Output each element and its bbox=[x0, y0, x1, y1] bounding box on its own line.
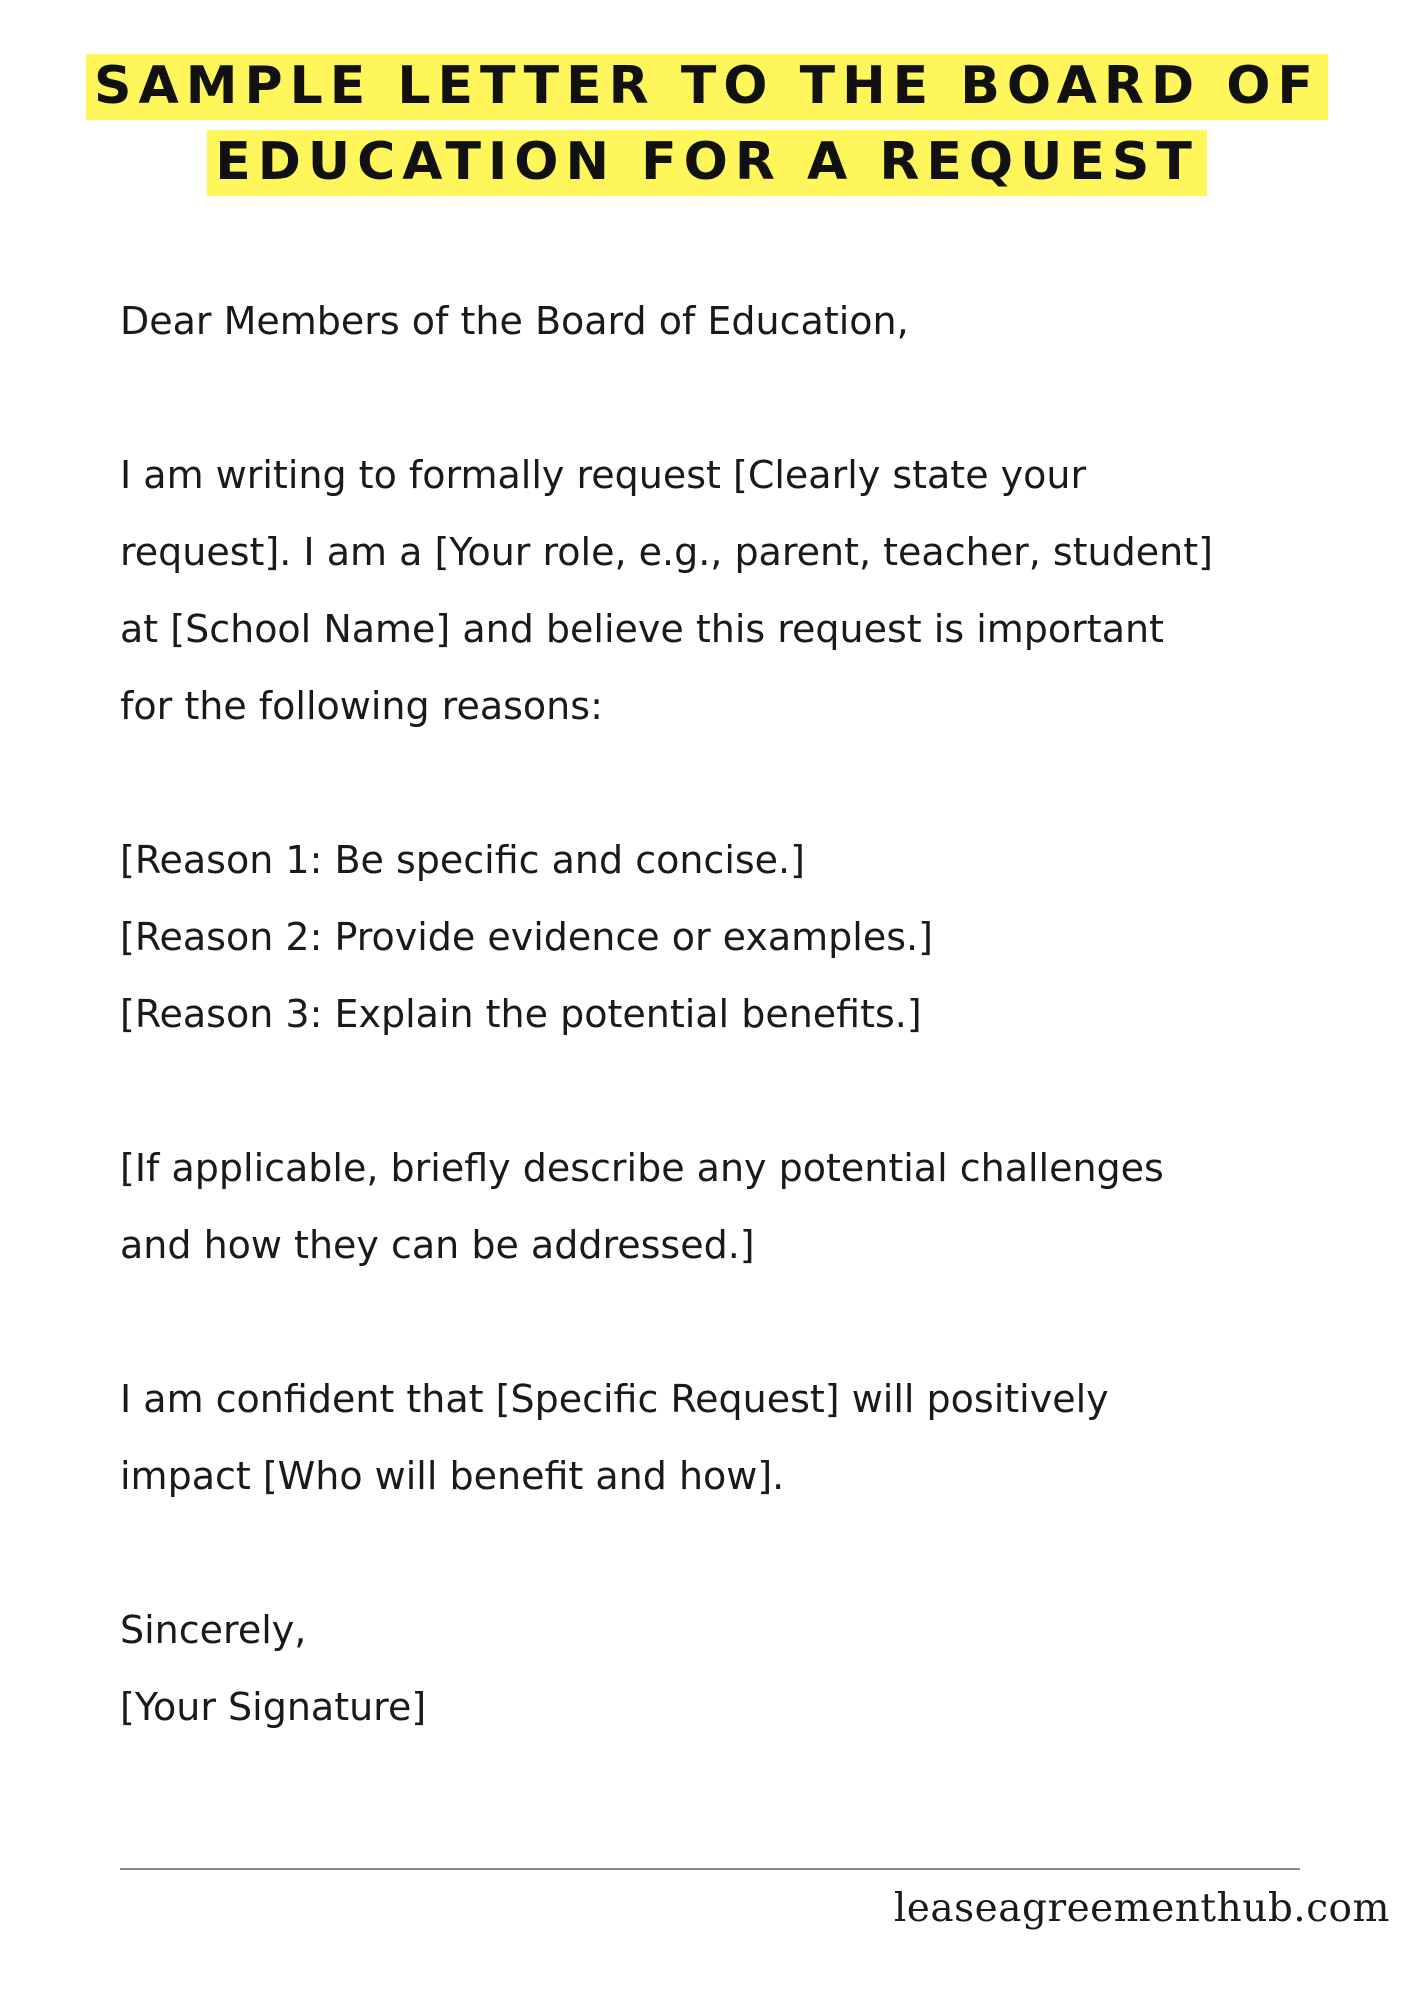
intro-line: request]. I am a [Your role, e.g., parent, teacher, student] bbox=[120, 530, 1213, 574]
intro-line: for the following reasons: bbox=[120, 684, 603, 728]
letter-body bbox=[120, 283, 1360, 1746]
title-line-2: EDUCATION FOR A REQUEST bbox=[207, 130, 1207, 196]
challenges-line: and how they can be addressed.] bbox=[120, 1223, 755, 1267]
reason-item: [Reason 3: Explain the potential benefits.] bbox=[120, 992, 922, 1036]
intro-line: at [School Name] and believe this request is important bbox=[120, 607, 1164, 651]
confidence-line: impact [Who will benefit and how]. bbox=[120, 1454, 785, 1498]
reason-item: [Reason 2: Provide evidence or examples.] bbox=[120, 915, 933, 959]
footer-divider bbox=[120, 1868, 1300, 1870]
title-line-1: SAMPLE LETTER TO THE BOARD OF bbox=[86, 54, 1328, 120]
paragraph-gap bbox=[120, 1053, 1360, 1130]
salutation: Dear Members of the Board of Education, bbox=[120, 299, 909, 343]
signature-placeholder: [Your Signature] bbox=[120, 1685, 427, 1729]
paragraph-gap bbox=[120, 360, 1360, 437]
paragraph-gap bbox=[120, 1515, 1360, 1592]
confidence-line: I am confident that [Specific Request] will positively bbox=[120, 1377, 1109, 1421]
intro-line: I am writing to formally request [Clearly state your bbox=[120, 453, 1087, 497]
page-title bbox=[0, 48, 1414, 200]
paragraph-gap bbox=[120, 745, 1360, 822]
footer-website: leaseagreementhub.com bbox=[893, 1886, 1390, 1931]
reason-item: [Reason 1: Be specific and concise.] bbox=[120, 838, 805, 882]
paragraph-gap bbox=[120, 1284, 1360, 1361]
closing: Sincerely, bbox=[120, 1608, 307, 1652]
challenges-line: [If applicable, briefly describe any potential challenges bbox=[120, 1146, 1164, 1190]
